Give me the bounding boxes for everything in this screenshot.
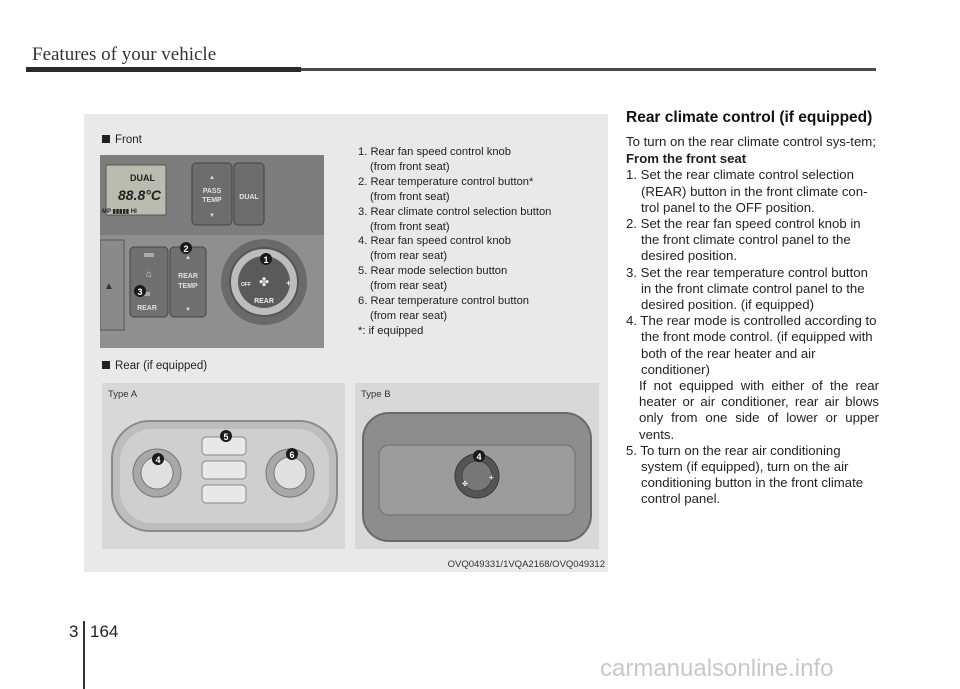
pass-temp-label: PASS <box>202 188 222 195</box>
step-4: 4. The rear mode is controlled according to the front mode control. (if equipped with both of the rear heater and air conditioner) <box>626 313 877 377</box>
svg-text:+: + <box>286 278 292 288</box>
knob-rear-label: REAR <box>254 298 274 305</box>
display-temp-text: 88.8°C <box>118 187 161 203</box>
section-title: Rear climate control (if equipped) <box>626 109 873 126</box>
callout-3-text: 3 <box>137 287 143 297</box>
svg-text:▲: ▲ <box>104 281 114 292</box>
svg-text:⌂: ⌂ <box>145 269 153 280</box>
chapter-number: 3 <box>69 622 79 641</box>
svg-text:✤: ✤ <box>258 275 270 289</box>
step-3: 3. Set the rear temperature control button in the front climate control panel to the desired position. (if equipped) <box>626 264 868 313</box>
svg-text:▼: ▼ <box>209 213 215 219</box>
type-b-photo <box>355 383 599 549</box>
knob-off-label: OFF <box>241 282 251 288</box>
svg-text:6: 6 <box>289 450 295 460</box>
svg-text:5: 5 <box>223 432 229 442</box>
display-dual-text: DUAL <box>130 173 155 183</box>
legend-item: 4. Rear fan speed control knob (from rear seat) <box>358 235 511 263</box>
legend-item: 5. Rear mode selection button (from rear seat) <box>358 265 508 293</box>
legend-item: 2. Rear temperature control button* (from front seat) <box>358 175 534 203</box>
legend-item: 3. Rear climate control selection button (from front seat) <box>358 205 552 233</box>
step-2: 2. Set the rear fan speed control knob in the front climate control panel to the desired position. <box>626 216 861 264</box>
square-bullet-icon <box>102 135 110 143</box>
subheading: From the front seat <box>626 151 747 167</box>
rear-temp-label: REAR <box>178 273 198 280</box>
type-a-label: Type A <box>108 389 138 400</box>
front-label-text: Front <box>115 134 142 146</box>
svg-text:▲: ▲ <box>209 175 215 181</box>
step-5: 5. To turn on the rear air conditioning system (if equipped), turn on the air conditioning button in the front climate control panel. <box>626 442 864 507</box>
svg-text:▼: ▼ <box>185 307 191 313</box>
legend-item: *: if equipped <box>358 324 424 337</box>
footer-divider <box>83 621 85 689</box>
square-bullet-icon <box>102 361 110 369</box>
header-rule-accent <box>26 67 301 72</box>
svg-text:TEMP: TEMP <box>202 197 222 204</box>
display-amp-hi-text: MP ▮▮▮▮▮ HI <box>102 209 137 215</box>
step-4-note: If not equipped with either of the rear heater or air conditioner, rear air blows only from one side of lower or upper vents. <box>639 378 879 442</box>
type-b-label: Type B <box>361 389 391 400</box>
page-number: 164 <box>90 622 119 641</box>
step-1: 1. Set the rear climate control selection (REAR) button in the front climate con-trol panel to the OFF position. <box>626 167 868 215</box>
svg-text:▲: ▲ <box>185 255 191 261</box>
svg-text:TEMP: TEMP <box>178 283 198 290</box>
callout-1-text: 1 <box>263 255 269 265</box>
front-climate-panel-photo <box>100 155 324 348</box>
svg-text:4: 4 <box>155 455 161 465</box>
rear-label-text: Rear (if equipped) <box>115 360 208 372</box>
svg-text:✤: ✤ <box>462 481 468 488</box>
legend-item: 1. Rear fan speed control knob (from front seat) <box>358 146 511 173</box>
figure-code: OVQ049331/1VQA2168/OVQ049312 <box>447 559 605 570</box>
section-body <box>626 134 879 508</box>
type-a-photo <box>102 383 345 549</box>
svg-text:+: + <box>489 473 494 482</box>
rear-button-label: REAR <box>137 305 157 312</box>
dual-button-label: DUAL <box>239 194 259 201</box>
page-header-title: Features of your vehicle <box>32 44 217 65</box>
svg-text:4: 4 <box>476 452 482 462</box>
callout-legend <box>358 145 598 339</box>
rear-label <box>102 360 207 372</box>
intro-text: To turn on the rear climate control sys-tem; <box>626 134 876 149</box>
callout-2-text: 2 <box>183 244 189 254</box>
legend-item: 6. Rear temperature control button (from rear seat) <box>358 295 530 322</box>
front-label <box>102 134 142 146</box>
watermark: carmanualsonline.info <box>600 655 834 682</box>
